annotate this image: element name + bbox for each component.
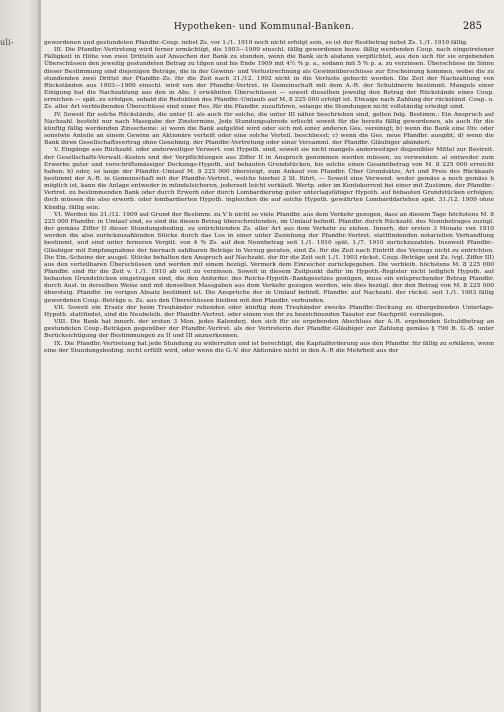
paragraph-v: V. Eingänge aus Rückzahl. oder anderweitiger Verwert. von Hypoth. sind, soweit sie nicht mangels anderweitiger disponibler Mittel zur Bestreit. der Gesellschafts-Verwalt.-Kosten und der Verpflichtungen aus Ziffer II in Anspruch genommen werden müssen, zu verwenden: a) entweder zum Erwerbe guter und vorschriftsmässiger Deckungs-Hypoth. auf bebauten Grundstücken, bis solche einen Gesamtbetrag von M. 8 225 000 erreicht haben; b) oder, so lange der Pfandbr.-Umlauf M. 8 225 000 übersteigt, zum Ankauf von Pfandbr. Über Grundsätze, Art und Preis des Rückkaufs bestimmt der A.-R. in Gemeinschaft mit der Pfandbr.-Vertret., welche hierbei 2 St. führt. — Soweit eine Verwend. weder gemäss a noch gemäss b möglich ist, kann die Anlage entweder in mündelsicheren, jederzeit leicht verkäufl. Wertp. oder im Kontokorrent bei einer mit Zustimm. der Pfandbr.-Vertret. zu bestimmenden Bank oder durch Erwerb oder durch Lombardierung guter unterlagsfähiger Hypoth. auf bebauten Grundstücken erfolgen; doch müssen die also erworb. oder lombardierten Hypoth. ingleichen die auf solche Hypoth. gewährten Lombarddarlehen spät. 31./12. 1909 ohne Kündig. fällig sein. <box>44 147 494 211</box>
book-gutter <box>38 0 41 712</box>
paragraph-iii: III. Die Pfandbr.-Vertretung wird ferner ermächtigt, die 1903—1909 einschl. fällig gewordenen bezw. fällig werdenden Coup. nach eingetretener Fälligkeit in Höhe von zwei Dritteln auf Ansuchen der Bank zu stunden, wenn die Bank sich alsdann verpflichtet, aus den sich für sie ergebenden Überschüssen den jeweilig gestundeten Betrag zu tilgen und bis Ende 1909 mit 4½ % p. a., sodann mit 5 % p. a. zu verzinsen. Überschüsse im Sinne dieser Bestimmung sind diejenigen Beträge, die in der Gewinn- und Verlustrechnung als Gewinnüberschüsse zur Erscheinung kommen, wobei die zu stundenden zwei Drittel der Pfandbr.-Zs. für die Zeit nach 31./12. 1902 nicht in die Verluste gebucht werden. Die Zeit der Nachzahlung von Rückständen aus 1903—1909 einschl. wird von der Pfandbr.-Vertret. in Gemeinschaft mit dem A.-R. der Schuldnerin bestimmt. Mangels einer Einigung hat die Nachzahlung aus den in Abs. I erwähnten Überschüssen — soweit dieselben jeweilig den Betrag der Rückstände eines Coup. erreichen — spät. zu erfolgen, sobald die Reduktion des Pfandbr.-Umlaufs auf M. 8 225 000 erfolgt ist. Etwaige nach Zahlung der rückständ. Coup. u. Zs. aller Art verbleibenden Überschüsse sind einer Res. für die Pfandbr. zuzuführen, solange die Stundungen nicht vollständig erledigt sind. <box>44 47 494 111</box>
paragraph-vi: VI. Werden bis 31./12. 1909 auf Grund der Bestimm. zu V b nicht so viele Pfandbr. aus dem Verkehr gezogen, dass an diesem Tage höchstens M. 8 225 000 Pfandbr. in Umlauf sind, so sind die diesen Betrag überschreitenden, im Umlauf befindl. Pfandbr. durch Rückzahl. des Nennbetrages zuzügl. der gemäss Ziffer II dieser Stundungsbeding. zu entrichtenden Zs. aller Art aus dem Verkehr zu ziehen. Innerh. der ersten 3 Monate von 1910 werden die also zurückzuzahlenden Stücke durch das Los in einer unter Zuziehung der Pfandbr.-Vertret. stattfindenden notariellen Verhandlung bestimmt, und sind unter ferneren Vergüt. von 4 % Zs. auf den Nennbetrag seit 1./1. 1910 spät. 1./7. 1910 zurückzuzahlen. Insoweit Pfandbr.-Gläubiger mit Empfangnahme der hiernach zahlbaren Beträge in Verzug geraten, sind Zs. für die Zeit nach Eintritt des Verzugs nicht zu entrichten. Die Ein.-Scheine der ausgel. Stücke behalten den Anspruch auf Nachzahl. der für die Zeit seit 1./1. 1903 rückst. Coup.-Beträge und Zs. (vgl. Ziffer III) aus den verteilbaren Überschüssen und werden mit einem bezügl. Vermerk dem Einreicher zurückgegeben. Die verbleib. höchstens M. 8 225 000 Pfandbr. sind für die Zeit v. 1./1. 1910 ab voll zu verzinsen. Soweit in diesem Zeitpunkt dafür im Hypoth.-Register nicht lediglich Hypoth. auf bebauten Grundstücken eingetragen sind, die den Anforder. des Reichs-Hypoth.-Bankgesetzes genügen, muss ein entsprechender Betrag Pfandbr. durch Ausl. in derselben Weise und mit denselben Massgaben aus dem Verkehr gezogen werden, wie dies bezügl. der den Betrag von M. 8 225 000 übersteig. Pfandbr. im vorigen Absatz bestimmt ist. Die Ansprüche der in Umlauf befindl. Pfandbr. auf Nachzahl. der rückst. seit 1./1. 1903 fällig gewordenen Coup.-Beträge u. Zs. aus den Überschüssen bleiben mit den Pfandbr. verbunden. <box>44 211 494 304</box>
paragraph-continuation: gewordenen und gestundeten Pfandbr.-Coup. nebst Zs. vor 1./1. 1910 noch nicht erfolgt sein, so ist der Restbetrag nebst Zs. 1./1. 1910 fällig. <box>44 40 468 46</box>
page-header <box>44 22 484 36</box>
facing-page-edge <box>0 0 40 712</box>
margin-fragment: uli- <box>0 38 14 47</box>
page-number: 285 <box>462 21 482 32</box>
paragraph-ix: IX. Die Pfandbr.-Vertretung hat jede Stundung zu widerrufen und ist berechtigt, die Kapitalforderung aus den Pfandbr. für fällig zu erklären, wenn eine der Stundungsbeding. nicht erfüllt wird, oder wenn die G.-V. der Aktionäre nicht in den A.-R die Mehrheit aus der <box>44 340 494 354</box>
paragraph-iv: IV. Soweit für solche Rückstände, die unter II. als auch für solche, die unter III näher beschrieben sind, gelten folg. Bestimm.: Ein Anspruch auf Nachzahl. besteht nur nach Massgabe der Zinstermine, Jede Stundungsabrede erlischt soweit für die bereits fällig gewordenen, als auch für die künftig fällig werdenden Zinsscheine: a) wenn die Bank aufgelöst wird oder sich mit einer anderen Ges. vereinigt; b) wenn die Bank eine Div. oder sonstwie Anteile an einem Gewinn an Aktionäre verteilt oder eine solche Verteil. beschliesst; c) wenn die Ges. neue Pfandbr. ausgibt; d) wenn die Bank ihren Gesellschaftsvertrag ohne Genehmig. der Pfandbr.-Vertretung oder einer Versamml. der Pfandbr. Gläubiger abändert. <box>44 111 494 147</box>
running-title: Hypotheken- und Kommunal-Banken. <box>173 22 355 32</box>
paragraph-vii: VII. Soweit ein Ersatz der beim Treuhänder ruhenden oder künftig dem Treuhänder zwecks Pfandbr.-Deckung zu übergebenden Unterlags-Hypoth. stattfindet, sind die Neubeleih. der Pfandbr.-Vertret. oder einem von ihr zu bezeichnenden Taxator zur Nachprüf. vorzulegen. <box>44 304 494 318</box>
paragraph-viii: VIII. Die Bank hat innerh. der ersten 3 Mon. jedes Kalenderj. den sich für sie ergebenden Abschluss der A.-R. ergebenden Schuldbetrag an gestundeten Coup.-Beträgen gegenüber der Pfandbr.-Vertret. als der Vertreterin der Pfandbr.-Gläubiger zur Zahlung gemäss § 790 B. G.-B. unter Berücksichtigung der Bestimmungen zu II und III anzuerkennen. <box>44 319 494 340</box>
body-text <box>44 40 494 708</box>
